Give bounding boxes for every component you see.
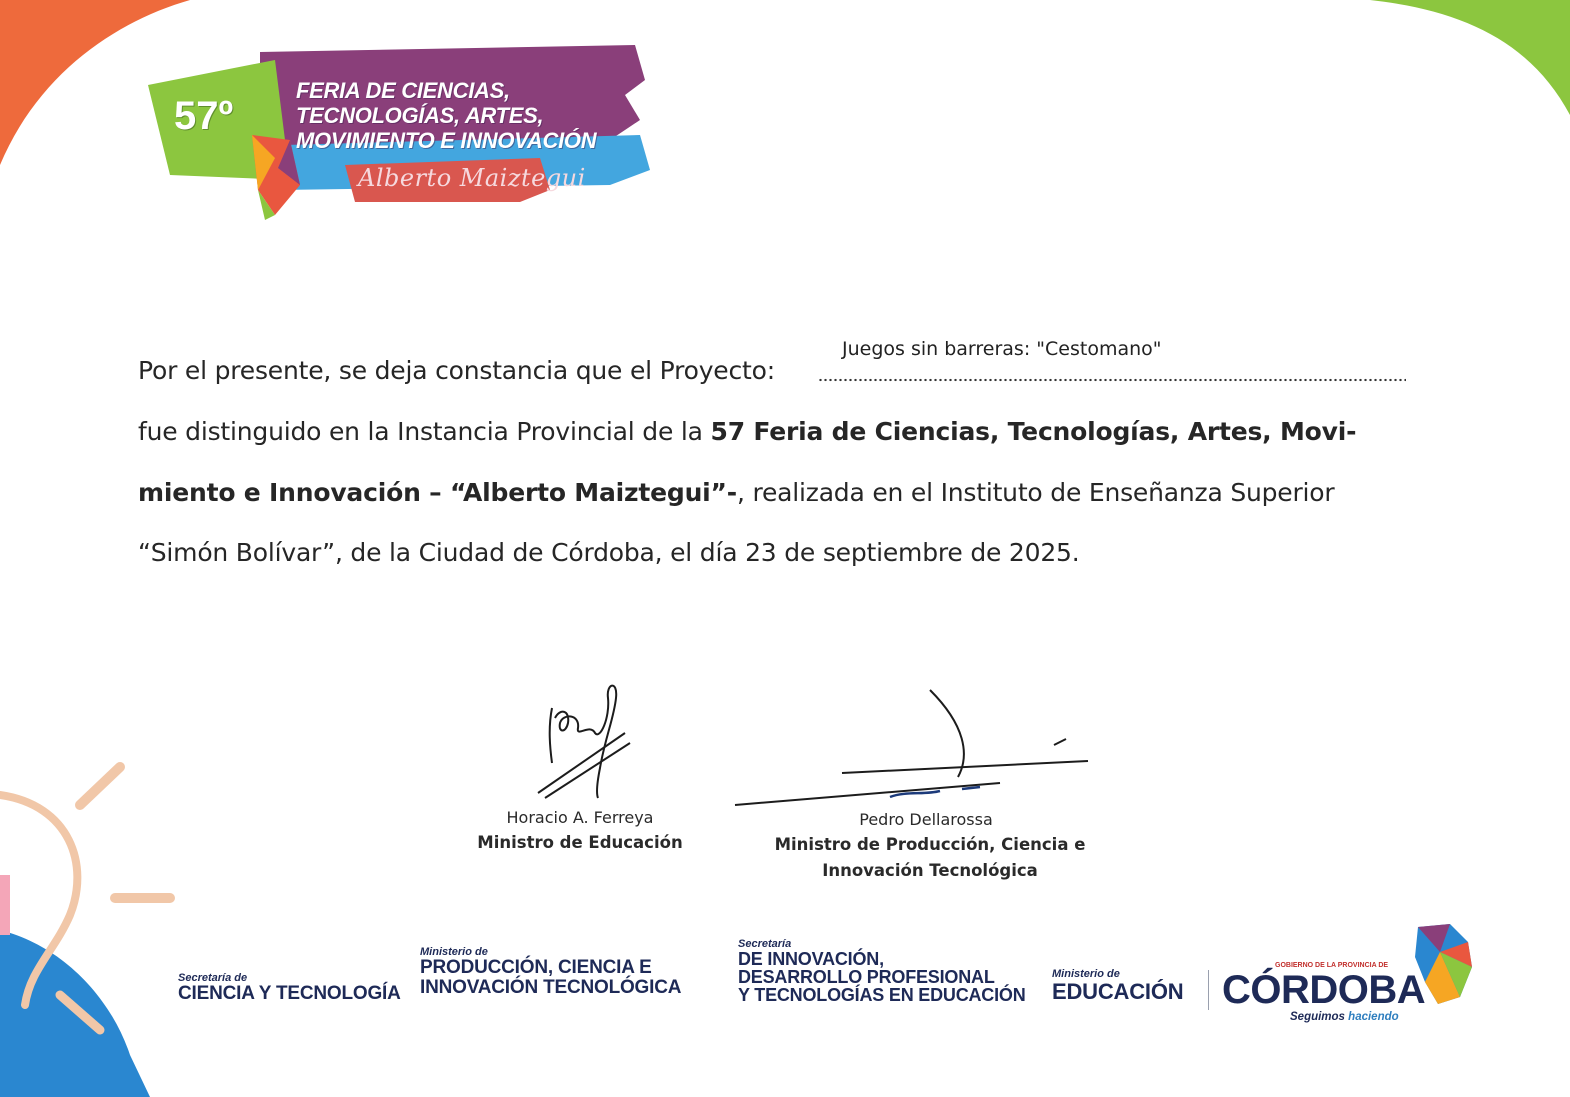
certificate-text: fue distinguido en la Instancia Provincial de la — [138, 417, 711, 446]
lightbulb-decoration — [0, 755, 200, 1097]
cordoba-slogan — [1290, 1011, 1399, 1023]
cordoba-slogan-part: haciendo — [1348, 1011, 1399, 1023]
logo-big-text: DESARROLLO PROFESIONAL — [738, 967, 995, 987]
logo-secretaria-ciencia — [178, 972, 401, 1004]
cordoba-slogan-part: Seguimos — [1290, 1011, 1345, 1023]
cordoba-government-label: GOBIERNO DE LA PROVINCIA DE — [1275, 962, 1389, 969]
logo-small-text: Ministerio de — [1052, 968, 1120, 980]
logo-ministerio-produccion — [420, 946, 681, 998]
logo-secretaria-innovacion — [738, 938, 1026, 1004]
certificate-text: “Simón Bolívar”, de la Ciudad de Córdoba, el día 23 de septiembre de 2025. — [138, 538, 1080, 567]
signatory-name: Pedro Dellarossa — [859, 810, 993, 829]
dotted-fill-line — [818, 378, 1406, 382]
logo-big-text: INNOVACIÓN TECNOLÓGICA — [420, 977, 682, 998]
logo-small-text: Secretaría — [738, 938, 792, 950]
cordoba-map-icon — [1410, 922, 1475, 1007]
logo-big-text: CIENCIA Y TECNOLOGÍA — [178, 983, 401, 1004]
fair-title-line: FERIA DE CIENCIAS, — [296, 78, 510, 103]
logo-big-text: DE INNOVACIÓN, — [738, 949, 884, 969]
certificate-line-3 — [138, 478, 1334, 507]
signatory-role: Ministro de Educación — [477, 833, 683, 852]
logo-big-text: PRODUCCIÓN, CIENCIA E — [420, 957, 652, 978]
signatory-role — [760, 832, 1100, 884]
edition-number: 57º — [174, 94, 234, 138]
logo-ministerio-educacion — [1052, 968, 1183, 1004]
green-corner-decoration — [1330, 0, 1570, 120]
certificate-text: Por el presente, se deja constancia que el Proyecto: — [138, 356, 775, 385]
certificate-line-1 — [138, 356, 775, 385]
certificate-line-4 — [138, 538, 1080, 567]
certificate-line-2 — [138, 417, 1356, 446]
logo-small-text: Ministerio de — [420, 946, 488, 958]
signatory-role-line: Ministro de Producción, Ciencia e — [774, 835, 1086, 854]
signatory-role-line: Innovación Tecnológica — [822, 861, 1038, 880]
signature-dellarossa — [730, 685, 1100, 815]
fair-patron-name: Alberto Maiztegui — [358, 164, 586, 192]
project-title: Juegos sin barreras: "Cestomano" — [842, 338, 1162, 360]
logo-big-text: EDUCACIÓN — [1052, 979, 1184, 1004]
logo-big-text: Y TECNOLOGÍAS EN EDUCACIÓN — [738, 985, 1026, 1005]
fair-logo — [140, 40, 660, 225]
cordoba-wordmark: CÓRDOBA — [1222, 968, 1426, 1012]
footer-divider — [1208, 970, 1209, 1010]
signatory-name: Horacio A. Ferreya — [506, 808, 654, 827]
fair-name-bold: 57 Feria de Ciencias, Tecnologías, Artes, Movi- — [710, 417, 1357, 446]
fair-title-line: TECNOLOGÍAS, ARTES, — [296, 103, 544, 128]
logo-small-text: Secretaría de — [178, 972, 248, 984]
fair-name-bold: miento e Innovación – “Alberto Maiztegui”- — [138, 478, 737, 507]
fair-title — [296, 78, 596, 153]
signature-ferreya — [530, 678, 640, 803]
fair-title-line: MOVIMIENTO E INNOVACIÓN — [296, 128, 597, 153]
certificate-text: , realizada en el Instituto de Enseñanza Superior — [736, 478, 1335, 507]
